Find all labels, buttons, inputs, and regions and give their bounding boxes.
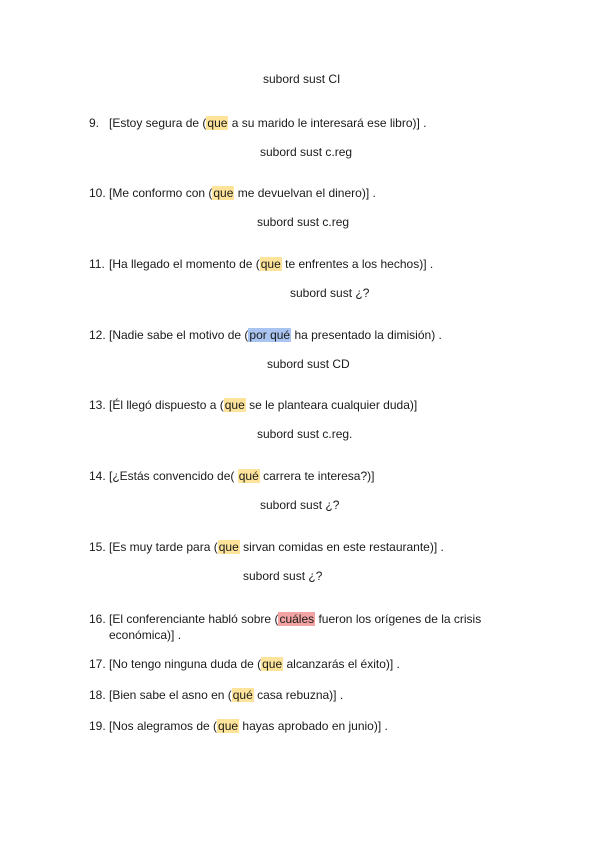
item-number: 9. bbox=[89, 116, 100, 130]
sentence-text-post: a su marido le interesará ese libro)] . bbox=[228, 116, 427, 130]
sentence-text-post: se le planteara cualquier duda)] bbox=[245, 398, 418, 412]
sentence-text-post: ha presentado la dimisión) . bbox=[291, 328, 442, 342]
sentence-text-pre: [¿Estás convencido de( bbox=[109, 469, 238, 483]
annotation-item-11: subord sust ¿? bbox=[290, 286, 370, 300]
item-number: 18. bbox=[89, 688, 106, 702]
annotation-item-13: subord sust c.reg. bbox=[257, 427, 353, 441]
item-number: 17. bbox=[89, 657, 106, 671]
highlighted-word: que bbox=[260, 257, 281, 271]
sentence-item-18 bbox=[89, 688, 343, 703]
highlighted-word: que bbox=[207, 116, 228, 130]
sentence-text-pre: [Estoy segura de ( bbox=[109, 116, 207, 130]
item-number: 15. bbox=[89, 540, 106, 554]
highlighted-word: cuáles bbox=[279, 612, 315, 626]
item-number: 16. bbox=[89, 612, 106, 626]
sentence-text-pre: [Él llegó dispuesto a ( bbox=[109, 398, 224, 412]
sentence-item-12 bbox=[89, 328, 442, 343]
highlighted-word: qué bbox=[238, 469, 259, 483]
sentence-text-pre: [Ha llegado el momento de ( bbox=[109, 257, 260, 271]
highlighted-word: que bbox=[262, 657, 283, 671]
sentence-text-pre: [Nos alegramos de ( bbox=[109, 719, 218, 733]
sentence-text-post: te enfrentes a los hechos)] . bbox=[281, 257, 434, 271]
annotation-item-12: subord sust CD bbox=[267, 357, 350, 371]
sentence-text-pre: [No tengo ninguna duda de ( bbox=[109, 657, 262, 671]
sentence-text-pre: [Nadie sabe el motivo de ( bbox=[109, 328, 249, 342]
sentence-item-10 bbox=[89, 186, 376, 201]
annotation-item-9: subord sust c.reg bbox=[260, 145, 353, 159]
annotation-item-10: subord sust c.reg bbox=[257, 215, 350, 229]
sentence-item-17 bbox=[89, 657, 400, 672]
highlighted-word: que bbox=[218, 719, 239, 733]
sentence-item-14 bbox=[89, 469, 374, 484]
sentence-text-post: carrera te interesa?)] bbox=[259, 469, 375, 483]
sentence-text-post: sirvan comidas en este restaurante)] . bbox=[239, 540, 444, 554]
sentence-text-post: fueron los orígenes de la crisis bbox=[315, 612, 482, 626]
highlighted-word: que bbox=[213, 186, 234, 200]
item-number: 12. bbox=[89, 328, 106, 342]
sentence-item-11 bbox=[89, 257, 433, 272]
sentence-text-post: me devuelvan el dinero)] . bbox=[234, 186, 376, 200]
sentence-text-pre: [Es muy tarde para ( bbox=[109, 540, 218, 554]
sentence-item-16-continuation: económica)] . bbox=[109, 628, 182, 642]
sentence-item-16 bbox=[89, 612, 481, 627]
item-number: 19. bbox=[89, 719, 106, 733]
sentence-item-19 bbox=[89, 719, 388, 734]
sentence-item-15 bbox=[89, 540, 444, 555]
item-number: 10. bbox=[89, 186, 106, 200]
annotation-item-14: subord sust ¿? bbox=[260, 498, 340, 512]
highlighted-word: que bbox=[224, 398, 245, 412]
sentence-item-9 bbox=[89, 116, 427, 131]
sentence-text-pre: [Bien sabe el asno en ( bbox=[109, 688, 232, 702]
sentence-text-post: casa rebuzna)] . bbox=[253, 688, 344, 702]
highlighted-word: por qué bbox=[249, 328, 291, 342]
annotation-item-15: subord sust ¿? bbox=[243, 569, 323, 583]
sentence-text-post: alcanzarás el éxito)] . bbox=[283, 657, 400, 671]
sentence-text-pre: [El conferenciante habló sobre ( bbox=[109, 612, 279, 626]
sentence-text-pre: [Me conformo con ( bbox=[109, 186, 213, 200]
item-number: 13. bbox=[89, 398, 106, 412]
sentence-item-13 bbox=[89, 398, 417, 413]
item-number: 11. bbox=[89, 257, 105, 271]
sentence-text-post: hayas aprobado en junio)] . bbox=[239, 719, 388, 733]
highlighted-word: que bbox=[218, 540, 239, 554]
item-number: 14. bbox=[89, 469, 106, 483]
highlighted-word: qué bbox=[232, 688, 253, 702]
annotation-top: subord sust CI bbox=[263, 72, 341, 86]
